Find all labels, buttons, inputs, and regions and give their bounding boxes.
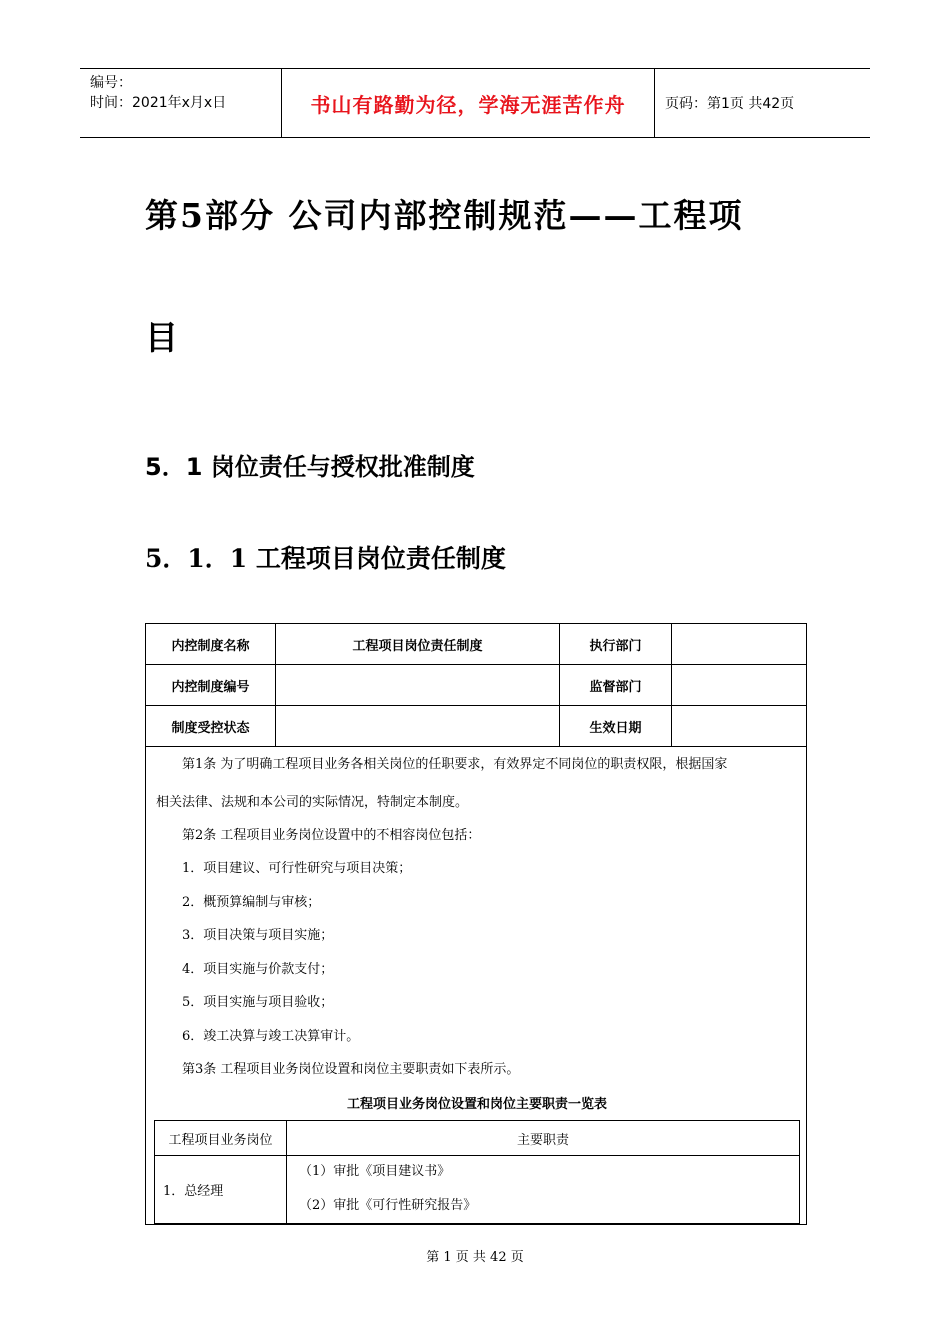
meta-label: 执行部门 [560,624,672,664]
meta-label: 内控制度名称 [146,624,276,664]
article-1-line-1: 第1条 为了明确工程项目业务各相关岗位的任职要求，有效界定不同岗位的职责权限，根据国家 [182,757,728,772]
meta-value: 工程项目岗位责任制度 [276,624,560,664]
duty-item: （2）审批《可行性研究报告》 [299,1198,477,1213]
page-header [80,68,870,138]
list-item: 6．竣工决算与竣工决算审计。 [182,1029,360,1044]
header-page-info: 页码：第1页 共42页 [665,96,795,112]
duties-cell [287,1156,799,1223]
header-motto: 书山有路勤为径，学海无涯苦作舟 [282,69,655,137]
list-item: 3．项目决策与项目实施； [182,928,334,943]
meta-value [276,706,560,746]
page-footer: 第 1 页 共 42 页 [426,1250,524,1265]
time-label: 时间：2021年x月x日 [90,95,227,111]
document-title-line-1: 第5部分 公司内部控制规范——工程项 [145,196,744,235]
list-item: 2．概预算编制与审核； [182,895,321,910]
policy-table [145,623,807,1225]
meta-label: 生效日期 [560,706,672,746]
meta-value [672,706,806,746]
meta-label: 内控制度编号 [146,665,276,705]
header-meta [80,69,282,137]
duty-item: （1）审批《项目建议书》 [299,1164,451,1179]
meta-value [672,624,806,664]
column-header-post: 工程项目业务岗位 [155,1121,287,1155]
meta-label: 监督部门 [560,665,672,705]
meta-row-name [146,624,806,665]
article-3: 第3条 工程项目业务岗位设置和岗位主要职责如下表所示。 [182,1062,520,1077]
meta-value [672,665,806,705]
meta-value [276,665,560,705]
meta-row-number [146,665,806,706]
column-header-duties: 主要职责 [516,1132,569,1148]
document-title-line-2: 目 [145,318,180,357]
article-2: 第2条 工程项目业务岗位设置中的不相容岗位包括： [182,828,481,843]
duty-table [154,1120,800,1224]
article-1-line-2: 相关法律、法规和本公司的实际情况，特制定本制度。 [156,795,469,810]
meta-label: 制度受控状态 [146,706,276,746]
duty-table-caption: 工程项目业务岗位设置和岗位主要职责一览表 [346,1097,607,1112]
section-heading: 5．1 岗位责任与授权批准制度 [145,453,475,481]
meta-row-status [146,706,806,747]
list-item: 5．项目实施与项目验收； [182,995,334,1010]
list-item: 4．项目实施与价款支付； [182,962,334,977]
subsection-heading: 5．1．1 工程项目岗位责任制度 [145,544,506,573]
post-cell: 1．总经理 [155,1156,287,1223]
list-item: 1．项目建议、可行性研究与项目决策； [182,861,412,876]
table-row [155,1156,799,1223]
serial-label: 编号： [90,75,132,91]
duty-table-header [155,1121,799,1156]
